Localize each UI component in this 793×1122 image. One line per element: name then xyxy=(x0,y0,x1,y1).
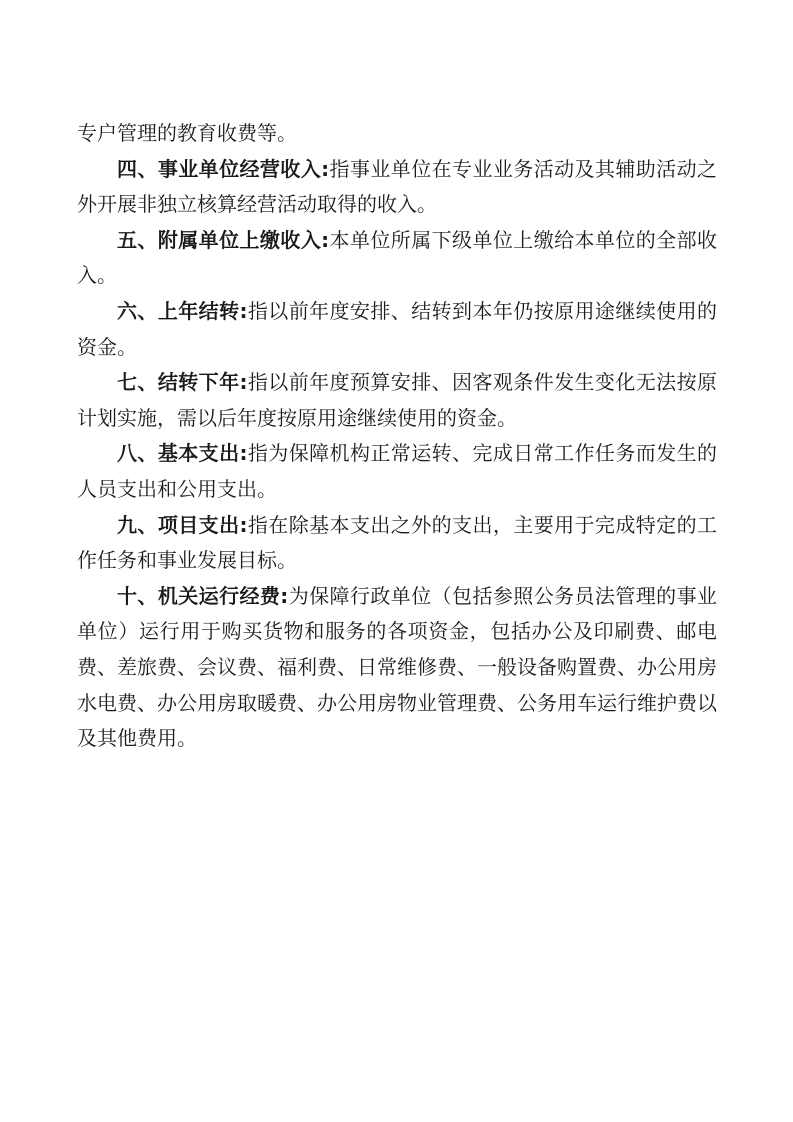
paragraph-text: 专户管理的教育收费等。 xyxy=(77,121,297,145)
paragraph-term: 十、机关运行经费: xyxy=(117,583,289,608)
paragraph-term: 九、项目支出: xyxy=(117,512,248,537)
paragraph-text: 指为保障机构正常运转、完成日常工作任务而发生的人员支出和公用支出。 xyxy=(77,441,718,501)
paragraph-prior-year-carryover xyxy=(77,294,717,365)
paragraph-text: 指以前年度预算安排、因客观条件发生变化无法按原计划实施，需以后年度按原用途继续使用的资金。 xyxy=(77,370,718,430)
paragraph-term: 八、基本支出: xyxy=(117,441,248,466)
paragraph-text: 本单位所属下级单位上缴给本单位的全部收入。 xyxy=(77,227,718,288)
paragraph-term: 四、事业单位经营收入: xyxy=(117,156,330,181)
paragraph-business-income xyxy=(77,152,717,223)
paragraph-continuation xyxy=(77,116,717,152)
paragraph-basic-expenditure xyxy=(77,436,717,507)
paragraph-text: 指在除基本支出之外的支出，主要用于完成特定的工作任务和事业发展目标。 xyxy=(77,512,718,573)
paragraph-term: 五、附属单位上缴收入: xyxy=(117,227,330,252)
paragraph-term: 七、结转下年: xyxy=(117,370,248,395)
document-body xyxy=(77,116,717,757)
paragraph-project-expenditure xyxy=(77,508,717,579)
paragraph-operating-funds xyxy=(77,579,717,757)
paragraph-subsidiary-income xyxy=(77,223,717,294)
paragraph-next-year-carryover xyxy=(77,365,717,436)
paragraph-term: 六、上年结转: xyxy=(117,298,248,323)
paragraph-text: 指以前年度安排、结转到本年仍按原用途继续使用的资金。 xyxy=(77,298,718,359)
paragraph-text: 指事业单位在专业业务活动及其辅助活动之外开展非独立核算经营活动取得的收入。 xyxy=(77,156,718,217)
paragraph-text: 为保障行政单位（包括参照公务员法管理的事业单位）运行用于购买货物和服务的各项资金，包括办公及印刷费、邮电费、差旅费、会议费、福利费、日常维修费、一般设备购置费、办公用房水电费、办公用房取暖费、办公用房物业管理费、公务用车运行维护费以及其他费用。 xyxy=(77,583,718,751)
